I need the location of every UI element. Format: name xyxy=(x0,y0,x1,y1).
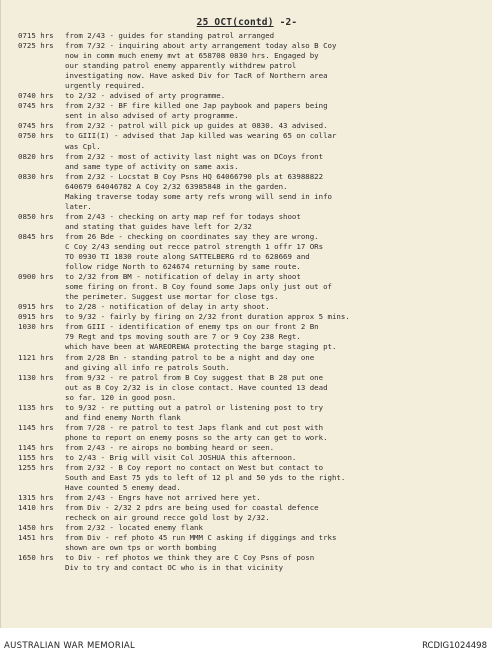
log-entry xyxy=(18,493,480,503)
entry-time: 1155 hrs xyxy=(18,452,54,462)
log-entry xyxy=(18,302,480,312)
entry-line: shown are own tps or worth bombing xyxy=(65,543,217,553)
entry-time: 1030 hrs xyxy=(18,322,54,332)
entry-body xyxy=(65,423,480,443)
entry-body xyxy=(65,373,480,403)
entry-line: investigating now. Have asked Div for TacR of Northern area xyxy=(65,71,328,81)
entry-time: 1145 hrs xyxy=(18,442,54,452)
log-entry xyxy=(18,523,480,533)
log-entry xyxy=(18,503,480,523)
entry-body xyxy=(65,131,480,151)
log-entry xyxy=(18,443,480,453)
log-entry xyxy=(18,121,480,131)
entry-body xyxy=(65,101,480,121)
entry-time: 1650 hrs xyxy=(18,553,54,563)
entry-body xyxy=(65,403,480,423)
entry-line: from 9/32 - re patrol from B Coy suggest that B 28 put one xyxy=(65,372,324,382)
entry-line: from 2/32 - B Coy report no contact on West but contact to xyxy=(65,463,324,473)
entry-line: later. xyxy=(65,201,92,211)
entry-line: to 2/43 - Brig will visit Col JOSHUA this afternoon. xyxy=(65,452,297,462)
entry-line: to 2/32 - advised of arty programme. xyxy=(65,91,226,101)
entry-line: from 2/43 - re airops no bombing heard or seen. xyxy=(65,442,275,452)
log-entry xyxy=(18,403,480,423)
entry-time: 0725 hrs xyxy=(18,41,54,51)
entry-line: and find enemy North flank xyxy=(65,412,181,422)
entry-body xyxy=(65,493,480,503)
entry-line: and giving all info re patrols South. xyxy=(65,362,230,372)
entry-line: so far. 120 in good posn. xyxy=(65,392,177,402)
log-entry xyxy=(18,131,480,151)
entry-line: and same type of activity on same axis. xyxy=(65,161,239,171)
entry-line: which have been at WAREOREWA protecting the barge staging pt. xyxy=(65,342,337,352)
entry-line: Making traverse today some arty refs wrong will send in info xyxy=(65,191,332,201)
entry-time: 1130 hrs xyxy=(18,372,54,382)
entry-time: 0740 hrs xyxy=(18,91,54,101)
entry-time: 0820 hrs xyxy=(18,151,54,161)
entry-line: South and East 75 yds to left of 12 pl and 50 yds to the right. xyxy=(65,473,346,483)
entry-time: 1135 hrs xyxy=(18,402,54,412)
entry-body xyxy=(65,312,480,322)
entry-body xyxy=(65,503,480,523)
log-entry xyxy=(18,322,480,352)
entry-body xyxy=(65,172,480,212)
entry-line: from Div - 2/32 2 pdrs are being used for coastal defence xyxy=(65,503,319,513)
entry-time: 1450 hrs xyxy=(18,523,54,533)
entry-body xyxy=(65,463,480,493)
entry-line: to 2/32 from BM - notification of delay in arty shoot xyxy=(65,272,301,282)
page-header xyxy=(1,17,492,28)
page-header-suffix: -2- xyxy=(279,17,298,28)
entry-line: to GIII(I) - advised that Jap killed was wearing 65 on collar xyxy=(65,131,337,141)
entry-body xyxy=(65,272,480,302)
entry-line: from 2/43 - Engrs have not arrived here yet. xyxy=(65,493,261,503)
entry-time: 1315 hrs xyxy=(18,493,54,503)
log-entry xyxy=(18,91,480,101)
entry-time: 1145 hrs xyxy=(18,422,54,432)
entry-line: the perimeter. Suggest use mortar for close tgs. xyxy=(65,292,279,302)
entry-line: from 2/32 - located enemy flank xyxy=(65,523,203,533)
war-diary-log xyxy=(18,31,480,574)
log-entry xyxy=(18,453,480,463)
entry-line: to 9/32 - re putting out a patrol or listening post to try xyxy=(65,402,324,412)
entry-body xyxy=(65,353,480,373)
page-header-title: 25 OCT(contd) xyxy=(196,17,274,28)
entry-line: from 26 Bde - checking on coordinates say they are wrong. xyxy=(65,231,319,241)
log-entry xyxy=(18,353,480,373)
log-entry xyxy=(18,553,480,573)
entry-line: from 7/32 - inquiring about arty arrangement today also B Coy xyxy=(65,41,337,51)
entry-line: from 2/28 Bn - standing patrol to be a night and day one xyxy=(65,352,315,362)
log-entry xyxy=(18,373,480,403)
footer-institution: AUSTRALIAN WAR MEMORIAL xyxy=(4,641,136,651)
log-entry xyxy=(18,31,480,41)
entry-line: from 2/32 - BF fire killed one Jap paybook and papers being xyxy=(65,101,328,111)
entry-body xyxy=(65,232,480,272)
log-entry xyxy=(18,152,480,172)
entry-line: out as B Coy 2/32 is in close contact. Have counted 13 dead xyxy=(65,382,328,392)
entry-line: from 2/32 - Locstat B Coy Psns HQ 64066790 pls at 63988822 xyxy=(65,171,324,181)
entry-body xyxy=(65,152,480,172)
entry-line: C Coy 2/43 sending out recce patrol strength 1 offr 17 ORs xyxy=(65,241,324,251)
entry-line: recheck on air ground recce gold lost by 2/32. xyxy=(65,513,270,523)
log-entry xyxy=(18,101,480,121)
entry-line: from 2/32 - patrol will pick up guides at 0830. 43 advised. xyxy=(65,121,328,131)
entry-time: 0915 hrs xyxy=(18,302,54,312)
entry-body xyxy=(65,443,480,453)
entry-line: sent in also advised of arty programme. xyxy=(65,111,239,121)
entry-time: 0745 hrs xyxy=(18,101,54,111)
entry-time: 1451 hrs xyxy=(18,533,54,543)
entry-body xyxy=(65,91,480,101)
log-entry xyxy=(18,463,480,493)
entry-time: 1255 hrs xyxy=(18,463,54,473)
entry-line: follow ridge North to 624674 returning by same route. xyxy=(65,262,301,272)
log-entry xyxy=(18,232,480,272)
entry-body xyxy=(65,453,480,463)
entry-line: and stating that guides have left for 2/32 xyxy=(65,221,252,231)
entry-line: from 2/43 - guides for standing patrol arranged xyxy=(65,31,275,40)
entry-time: 1121 hrs xyxy=(18,352,54,362)
log-entry xyxy=(18,312,480,322)
entry-line: 79 Regt and tps moving south are 7 or 9 Coy 238 Regt. xyxy=(65,332,301,342)
entry-time: 0850 hrs xyxy=(18,211,54,221)
entry-line: some firing on front. B Coy found some Japs only just out of xyxy=(65,282,332,292)
entry-body xyxy=(65,533,480,553)
entry-line: to Div - ref photos we think they are C Coy Psns of posn xyxy=(65,553,315,563)
entry-time: 1410 hrs xyxy=(18,503,54,513)
entry-line: from 7/28 - re patrol to test Japs flank and cut post with xyxy=(65,422,324,432)
entry-line: Div to try and contact OC who is in that vicinity xyxy=(65,563,284,573)
entry-line: 640679 64046782 A Coy 2/32 63985848 in the garden. xyxy=(65,181,288,191)
log-entry xyxy=(18,272,480,302)
entry-time: 0715 hrs xyxy=(18,31,54,40)
entry-body xyxy=(65,41,480,91)
entry-line: from 2/32 - most of activity last night was on DCoys front xyxy=(65,151,324,161)
entry-line: urgently required. xyxy=(65,81,146,91)
archive-footer xyxy=(0,628,492,654)
entry-body xyxy=(65,31,480,41)
entry-time: 0900 hrs xyxy=(18,272,54,282)
log-entry xyxy=(18,423,480,443)
entry-line: from Div - ref photo 45 run MMM C asking if diggings and trks xyxy=(65,533,337,543)
entry-body xyxy=(65,121,480,131)
entry-line: now in comm much enemy mvt at 658708 0830 hrs. Engaged by xyxy=(65,51,319,61)
entry-time: 0745 hrs xyxy=(18,121,54,131)
log-entry xyxy=(18,212,480,232)
entry-line: Have counted 5 enemy dead. xyxy=(65,483,181,493)
log-entry xyxy=(18,41,480,91)
entry-body xyxy=(65,553,480,573)
entry-body xyxy=(65,523,480,533)
entry-line: from GIII - identification of enemy tps on our front 2 Bn xyxy=(65,322,319,332)
entry-time: 0915 hrs xyxy=(18,312,54,322)
entry-time: 0750 hrs xyxy=(18,131,54,141)
entry-line: TO 0930 TI 1830 route along SATTELBERG rd to 628669 and xyxy=(65,252,310,262)
log-entry xyxy=(18,533,480,553)
entry-time: 0845 hrs xyxy=(18,231,54,241)
entry-line: was Cpl. xyxy=(65,141,101,151)
entry-line: from 2/43 - checking on arty map ref for todays shoot xyxy=(65,211,301,221)
entry-body xyxy=(65,322,480,352)
entry-line: to 2/28 - notification of delay in arty shoot. xyxy=(65,302,270,312)
entry-line: phone to report on enemy posns so the arty can get to work. xyxy=(65,432,328,442)
log-entry xyxy=(18,172,480,212)
footer-document-id: RCDIG1024498 xyxy=(422,641,487,651)
entry-line: to 9/32 - fairly by firing on 2/32 front duration approx 5 mins. xyxy=(65,312,350,322)
entry-body xyxy=(65,302,480,312)
entry-body xyxy=(65,212,480,232)
entry-line: our standing patrol enemy apparently withdrew patrol xyxy=(65,61,297,71)
entry-time: 0830 hrs xyxy=(18,171,54,181)
